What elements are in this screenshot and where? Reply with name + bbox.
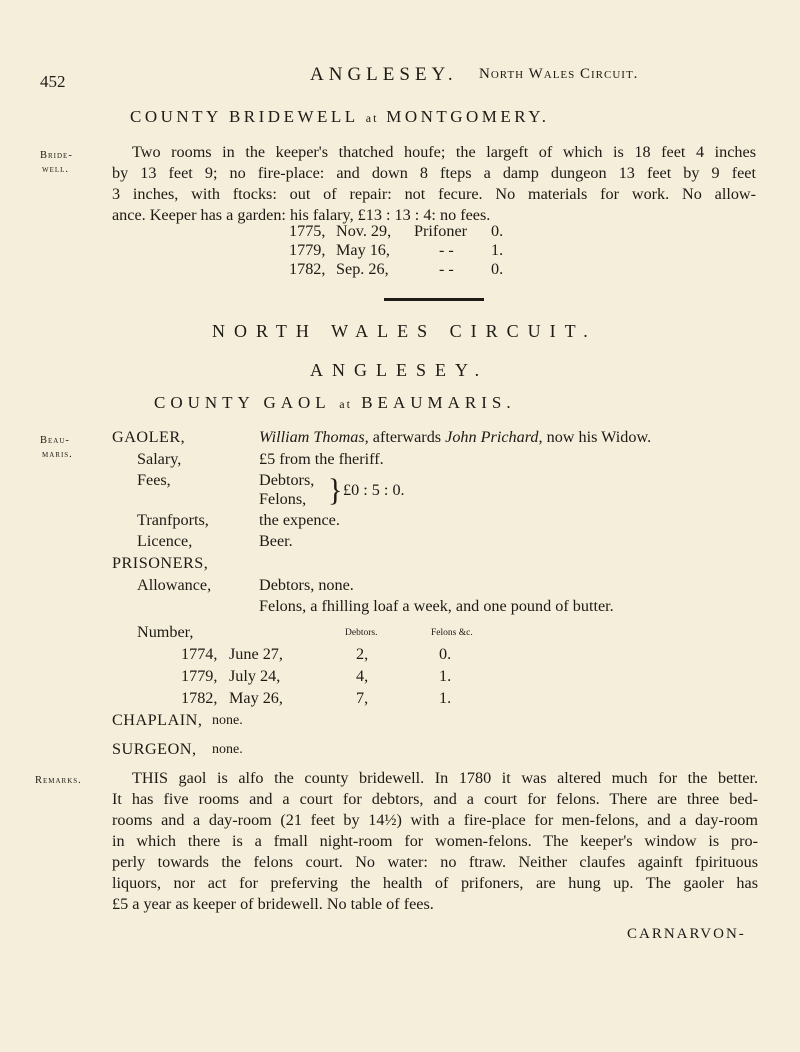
text-line: by 13 feet 9; no fire-place: and down 8 fteps a damp dungeon 13 feet by 9 feet <box>112 164 756 182</box>
number-date: June 27, <box>229 645 283 663</box>
transports-value: the expence. <box>259 511 340 529</box>
licence-value: Beer. <box>259 532 293 550</box>
gaol-title-post: BEAUMARIS. <box>361 393 516 412</box>
salary-label: Salary, <box>137 450 182 468</box>
county-heading: ANGLESEY. <box>310 360 489 380</box>
chaplain-label: CHAPLAIN, <box>112 711 203 729</box>
text-line: perly towards the felons court. No water: no ftraw. Neither claufes againft fpirituous <box>112 853 758 871</box>
page-number: 452 <box>40 72 66 91</box>
chaplain-row <box>112 711 243 730</box>
count-value: 0. <box>491 222 504 240</box>
text-line: Two rooms in the keeper's thatched houfe; the largeft of which is 18 feet 4 inches <box>132 143 756 161</box>
bridewell-count-row <box>289 241 504 260</box>
bridewell-title-post: MONTGOMERY. <box>386 107 550 126</box>
count-date: Sep. 26, <box>336 260 389 278</box>
bridewell-description <box>112 142 756 226</box>
bridewell-count-row <box>289 222 504 241</box>
number-date: May 26, <box>229 689 283 707</box>
fees-label: Fees, <box>137 471 171 489</box>
margin-note-remarks: Remarks. <box>35 775 82 786</box>
number-year: 1774, <box>181 645 218 663</box>
number-debtors: 2, <box>356 645 369 663</box>
gaoler-text: afterwards <box>368 428 446 446</box>
text-line: It has five rooms and a court for debtors, and a court for felons. There are three bed- <box>112 790 758 808</box>
count-year: 1779, <box>289 241 326 259</box>
gaol-title-at: at <box>339 397 352 411</box>
allowance-row <box>137 576 354 595</box>
margin-note-beaumaris-1: Beau- <box>40 435 70 446</box>
number-row <box>181 689 452 708</box>
count-label: - - <box>439 260 454 278</box>
fees-value: £0 : 5 : 0. <box>343 481 405 499</box>
number-year: 1782, <box>181 689 218 707</box>
catchword: CARNARVON- <box>627 926 746 942</box>
licence-label: Licence, <box>137 532 193 550</box>
gaol-title <box>154 393 516 413</box>
surgeon-label: SURGEON, <box>112 740 197 758</box>
fees-brace: } <box>328 473 343 508</box>
text-line: £5 a year as keeper of bridewell. No table of fees. <box>112 895 434 913</box>
margin-note-beaumaris-2: maris. <box>42 449 73 460</box>
text-line: THIS gaol is alfo the county bridewell. In 1780 it was altered much for the better. <box>132 769 758 787</box>
salary-row <box>137 450 384 469</box>
allowance-felons: Felons, a fhilling loaf a week, and one pound of butter. <box>259 597 614 615</box>
number-debtors: 7, <box>356 689 369 707</box>
chaplain-value: none. <box>212 713 243 728</box>
running-head-county: ANGLESEY. <box>310 64 458 85</box>
allowance-label: Allowance, <box>137 576 212 594</box>
bridewell-count-row <box>289 260 504 279</box>
margin-note-bridewell-1: Bride- <box>40 150 73 161</box>
number-felons: 1. <box>439 667 452 685</box>
count-date: Nov. 29, <box>336 222 392 240</box>
transports-label: Tranfports, <box>137 511 209 529</box>
number-year: 1779, <box>181 667 218 685</box>
surgeon-value: none. <box>212 742 243 757</box>
number-felons: 1. <box>439 689 452 707</box>
fees-felons: Felons, <box>259 490 307 508</box>
count-value: 1. <box>491 241 504 259</box>
bridewell-title-pre: COUNTY BRIDEWELL <box>130 107 359 126</box>
gaol-title-pre: COUNTY GAOL <box>154 393 331 412</box>
text-line: rooms and a day-room (21 feet by 14½) with a fire-place for men-felons, and a day-room <box>112 811 758 829</box>
margin-note-bridewell-2: well. <box>42 164 70 175</box>
bridewell-title-at: at <box>365 111 379 125</box>
count-year: 1775, <box>289 222 326 240</box>
gaoler-label: GAOLER, <box>112 428 186 446</box>
count-value: 0. <box>491 260 504 278</box>
text-line: ance. Keeper has a garden: his falary, £13 : 13 : 4: no fees. <box>112 206 491 224</box>
gaoler-successor: John Prichard, <box>445 428 543 446</box>
transports-row <box>137 511 340 530</box>
gaoler-text-end: now his Widow. <box>542 428 652 446</box>
number-row <box>181 645 452 664</box>
running-head-circuit: North Wales Circuit. <box>479 66 639 82</box>
circuit-heading: NORTH WALES CIRCUIT. <box>212 321 597 341</box>
allowance-debtors: Debtors, none. <box>259 576 354 594</box>
prisoners-label: PRISONERS, <box>112 554 209 572</box>
salary-value: £5 from the fheriff. <box>259 450 384 468</box>
gaoler-row <box>112 428 652 447</box>
remarks-paragraph <box>112 768 758 915</box>
count-date: May 16, <box>336 241 390 259</box>
number-label: Number, <box>137 623 194 641</box>
debtors-column-header: Debtors. <box>345 628 378 638</box>
number-row <box>181 667 452 686</box>
text-line: in which there is a fmall night-room for women-felons. The keeper's window is pro- <box>112 832 758 850</box>
text-line: 3 inches, with ftocks: out of repair: not fecure. No materials for work. No allow- <box>112 185 756 203</box>
count-year: 1782, <box>289 260 326 278</box>
bridewell-title <box>130 107 550 127</box>
gaoler-name: William Thomas, <box>259 428 369 446</box>
surgeon-row <box>112 740 243 759</box>
licence-row <box>137 532 293 551</box>
section-divider <box>384 298 484 301</box>
felons-column-header: Felons &c. <box>431 628 473 638</box>
number-felons: 0. <box>439 645 452 663</box>
text-line: liquors, nor act for preferving the health of prifoners, are hung up. The gaoler has <box>112 874 758 892</box>
count-label: - - <box>439 241 454 259</box>
number-debtors: 4, <box>356 667 369 685</box>
number-date: July 24, <box>229 667 281 685</box>
count-label: Prifoner <box>414 222 468 240</box>
fees-debtors: Debtors, <box>259 471 315 489</box>
